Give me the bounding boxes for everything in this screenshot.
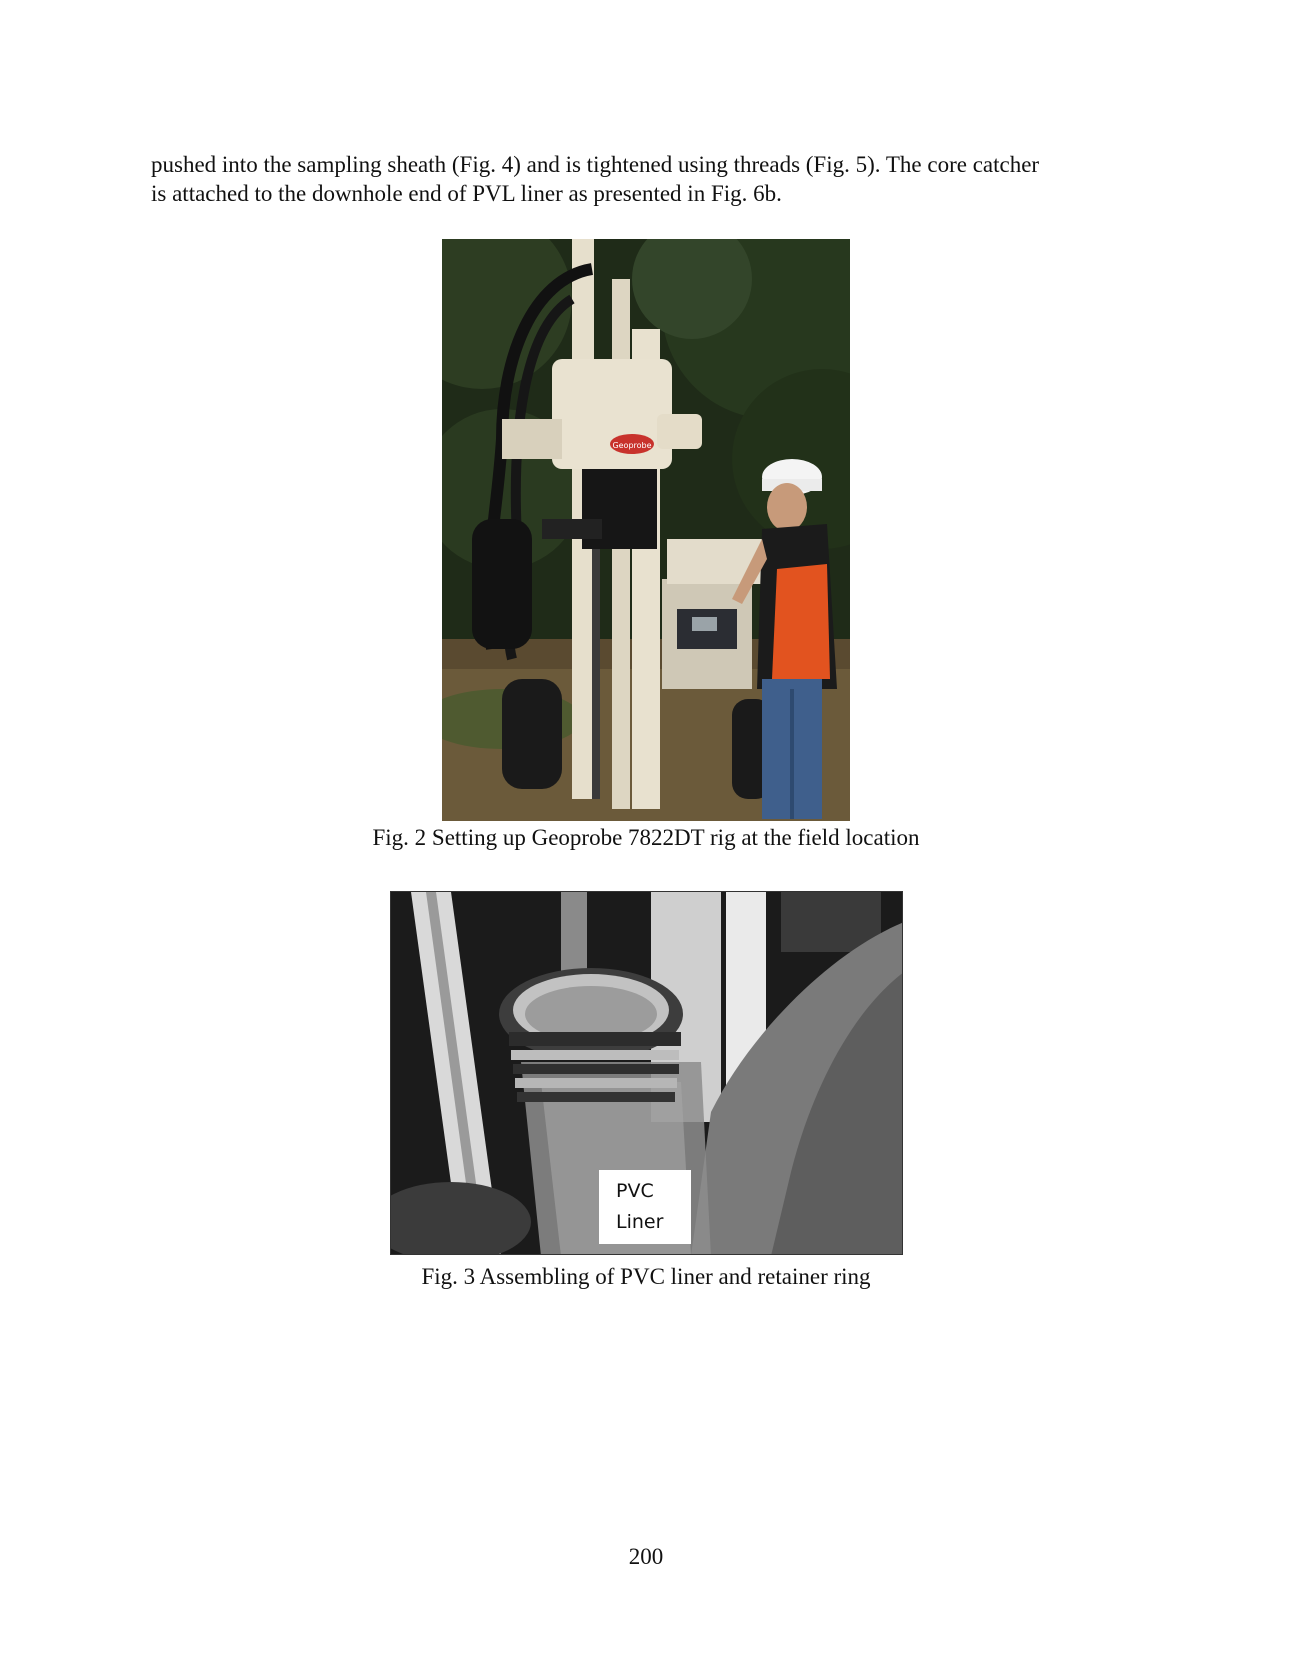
- pvc-label-line-1: PVC: [616, 1180, 654, 1202]
- figure-2-rig-photo: [442, 239, 850, 821]
- paragraph-line-1: pushed into the sampling sheath (Fig. 4) and is tightened using threads (Fig. 5). The core catcher: [151, 152, 1040, 177]
- pvc-label-line-2: Liner: [616, 1211, 664, 1233]
- figure-3-liner-photo: [390, 891, 903, 1255]
- pvc-liner-label: [599, 1170, 691, 1244]
- figure-2-caption: Fig. 2 Setting up Geoprobe 7822DT rig at the field location: [372, 825, 920, 850]
- geoprobe-logo-text: Geoprobe: [612, 441, 652, 450]
- body-paragraph: [151, 150, 1151, 208]
- page-number: 200: [628, 1544, 664, 1569]
- paragraph-line-2: is attached to the downhole end of PVL liner as presented in Fig. 6b.: [151, 181, 782, 206]
- figure-3-caption: Fig. 3 Assembling of PVC liner and retainer ring: [421, 1264, 871, 1289]
- rig-photo-illustration: [442, 239, 850, 821]
